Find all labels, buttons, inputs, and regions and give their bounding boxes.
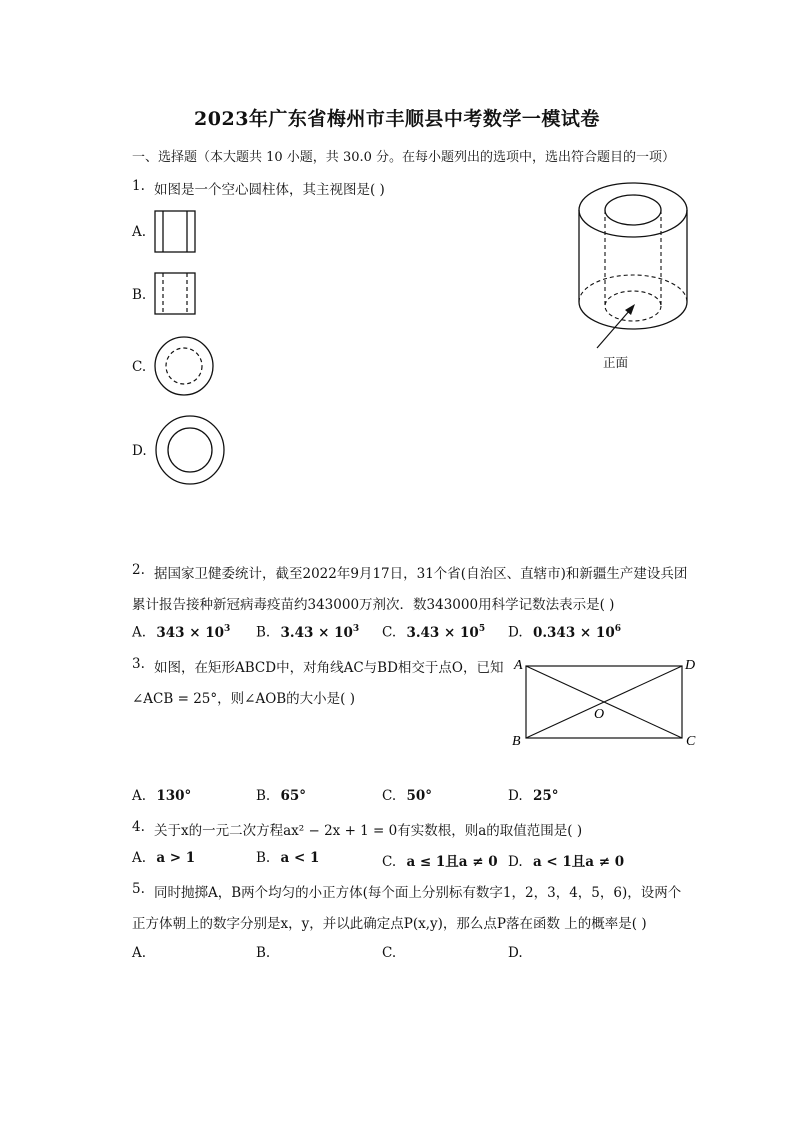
question-2-text-line2: 累计报告接种新冠病毒疫苗约343000万剂次．数343000用科学记数法表示是( ) [132,597,615,613]
question-5-number: 5. [132,881,145,897]
label-c: C [686,734,696,749]
q4-option-d [508,850,624,870]
q4-option-b-value: a < 1 [280,850,320,866]
q3-option-b [256,788,306,804]
q2-option-d-exp: 6 [614,624,621,634]
question-5-text-line1: 同时抛掷A，B两个均匀的小正方体(每个面上分别标有数字1，2，3，4，5，6)，设两个 [154,885,682,901]
q3-option-a [132,788,191,804]
question-2-text-line1: 据国家卫健委统计，截至2022年9月17日，31个省(自治区、直辖市)和新疆生产建设兵团 [154,566,688,582]
q3-option-d-letter: D. [508,788,523,804]
q1-option-d-figure [154,414,226,486]
q4-option-b [256,850,319,866]
question-3-number: 3. [132,656,145,672]
q1-option-c-figure [153,335,215,397]
q2-option-c-base: 3.43 × 10 [406,624,479,641]
q4-option-c-value: a ≤ 1且a ≠ 0 [406,854,498,870]
hollow-cylinder-figure [575,180,695,370]
section-heading: 一、选择题（本大题共 10 小题，共 30.0 分。在每小题列出的选项中，选出符合题目的一项） [132,150,676,165]
question-4-number: 4. [132,819,145,835]
q3-option-c-letter: C. [382,788,397,804]
page-title: 2023年广东省梅州市丰顺县中考数学一模试卷 [194,108,600,130]
q2-option-a-base: 343 × 10 [156,624,225,641]
q1-option-b-figure [154,272,198,316]
q2-option-d-letter: D. [508,624,523,641]
q4-option-d-value: a < 1且a ≠ 0 [532,854,625,870]
q1-option-a-figure [154,210,198,254]
q1-option-c-label: C. [132,359,147,375]
q2-option-c-letter: C. [382,624,397,641]
q2-option-b-exp: 3 [352,624,360,634]
q3-option-b-letter: B. [256,788,271,804]
q2-option-a [132,624,230,641]
label-a: A [514,658,523,673]
q4-option-d-letter: D. [508,854,523,870]
q2-option-c [382,624,485,641]
q5-option-a-label: A. [132,945,147,961]
q4-option-c [382,850,498,870]
q4-option-a-letter: A. [132,850,147,866]
q3-option-b-value: 65° [280,788,307,804]
q5-option-c-label: C. [382,945,397,961]
cylinder-caption: 正面 [603,355,629,370]
q2-option-d-base: 0.343 × 10 [532,624,615,641]
q1-option-b-label: B. [132,287,147,303]
question-3-text-line2: ∠ACB = 25°，则∠AOB的大小是( ) [132,691,356,707]
q2-option-c-exp: 5 [478,624,486,634]
q2-option-d [508,624,621,641]
q3-option-c-value: 50° [406,788,432,804]
label-o: O [594,707,605,722]
q1-option-d-label: D. [132,443,147,459]
q2-option-b-base: 3.43 × 10 [280,624,353,641]
q4-option-c-letter: C. [382,854,397,870]
q2-option-a-letter: A. [132,624,147,641]
q4-option-b-letter: B. [256,850,271,866]
question-1-text: 如图是一个空心圆柱体，其主视图是( ) [154,182,385,198]
question-5-text-line2: 正方体朝上的数字分别是x，y，并以此确定点P(x,y)，那么点P落在函数 上的概率是( ) [132,916,647,932]
label-d: D [685,658,696,673]
q2-option-b [256,624,359,641]
label-b: B [512,734,521,749]
question-2-number: 2. [132,562,145,578]
question-4-text: 关于x的一元二次方程ax² − 2x + 1 = 0有实数根，则a的取值范围是( ) [154,823,583,839]
q3-option-a-value: 130° [156,788,192,804]
q2-option-a-exp: 3 [224,624,231,634]
q4-option-a [132,850,195,866]
q4-option-a-value: a > 1 [156,850,196,866]
q2-option-b-letter: B. [256,624,271,641]
q1-option-a-label: A. [132,224,147,240]
q3-option-d-value: 25° [532,788,559,804]
q3-option-a-letter: A. [132,788,147,804]
q5-option-b-label: B. [256,945,271,961]
rectangle-abcd-figure [508,654,698,749]
question-1-number: 1. [132,178,145,194]
question-3-text-line1: 如图，在矩形ABCD中，对角线AC与BD相交于点O，已知 [154,660,504,676]
q5-option-d-label: D. [508,945,523,961]
q3-option-c [382,788,432,804]
q3-option-d [508,788,558,804]
